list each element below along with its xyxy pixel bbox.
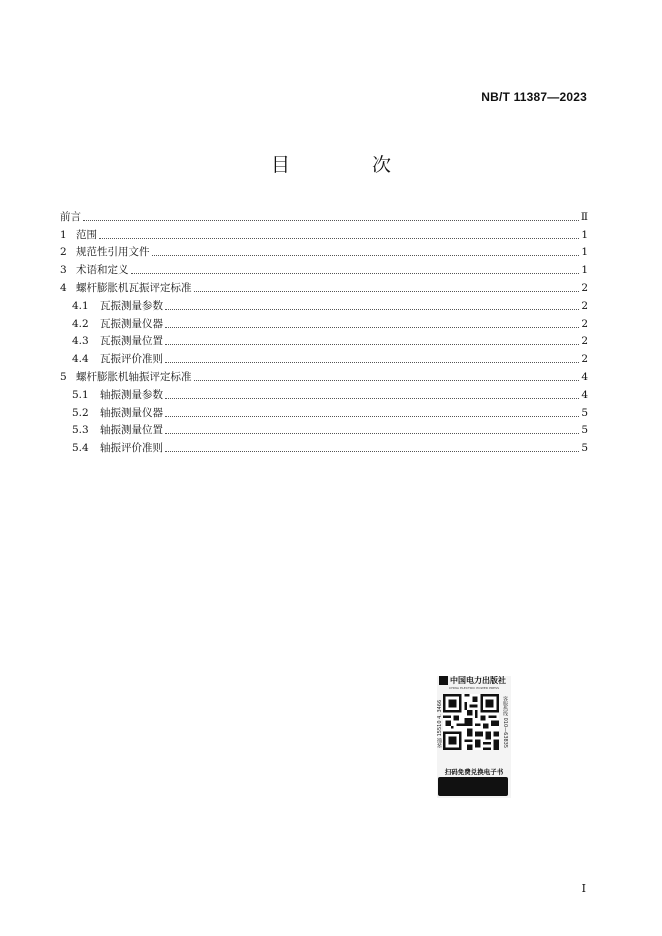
toc-leader-dots	[165, 397, 579, 399]
toc-entry-page: 4	[581, 370, 588, 383]
toc-entry-page: 5	[581, 442, 588, 455]
toc-entry-page: 2	[581, 335, 588, 348]
toc-entry[interactable]	[60, 402, 588, 420]
toc-entry-page: 2	[581, 353, 588, 366]
toc-entry-number: 3	[60, 264, 67, 277]
toc-entry-number: 2	[60, 246, 67, 259]
page-title: 目 次	[270, 154, 430, 176]
toc-entry-title: 规范性引用文件	[76, 246, 150, 259]
publisher-name: 中国电力出版社	[450, 676, 506, 685]
toc-entry-page: 1	[581, 264, 588, 277]
page-number: I	[581, 882, 586, 895]
toc-entry-title: 轴振测量位置	[100, 424, 163, 437]
toc-leader-dots	[194, 290, 580, 292]
qr-side-text-right: 客服热线 010—63835	[502, 696, 508, 749]
toc-entry-number: 4.1	[72, 299, 89, 312]
toc-entry[interactable]	[60, 224, 588, 242]
toc-entry-number: 5.2	[72, 406, 89, 419]
toc-entry-page: 2	[581, 317, 588, 330]
qr-side-text-left: 客服 15510 4. 3466	[437, 699, 443, 748]
toc-entry-title: 瓦振测量参数	[100, 299, 163, 312]
toc-entry[interactable]	[60, 313, 588, 331]
toc-entry[interactable]	[60, 384, 588, 402]
toc-entry-number: 5	[60, 370, 67, 383]
toc-leader-dots	[131, 272, 580, 274]
toc-entry-number: 5.1	[72, 388, 89, 401]
toc-entry-title: 轴振测量参数	[100, 388, 163, 401]
toc-entry-title: 瓦振测量仪器	[100, 317, 163, 330]
publisher-name-en: CHINA ELECTRIC POWER PRESS	[449, 686, 500, 690]
toc-entry-title: 轴振评价准则	[100, 442, 163, 455]
toc-entry-title: 瓦振测量位置	[100, 335, 163, 348]
toc-entry[interactable]	[60, 206, 588, 224]
toc-leader-dots	[165, 343, 579, 345]
toc-entry-title: 螺杆膨胀机瓦振评定标准	[76, 281, 192, 294]
toc-entry-page: 1	[581, 228, 588, 241]
toc-entry-number: 4	[60, 281, 67, 294]
toc-entry-page: 5	[581, 406, 588, 419]
toc-entry[interactable]	[60, 348, 588, 366]
redacted-code-bar	[438, 777, 508, 796]
toc-entry-number: 5.4	[72, 442, 89, 455]
toc-leader-dots	[165, 450, 579, 452]
toc-entry-number: 5.3	[72, 424, 89, 437]
toc-entry-title: 螺杆膨胀机轴振评定标准	[76, 370, 192, 383]
toc-leader-dots	[194, 379, 580, 381]
toc-entry-title: 术语和定义	[76, 264, 129, 277]
toc-leader-dots	[99, 237, 579, 239]
toc-leader-dots	[165, 432, 579, 434]
toc-entry[interactable]	[60, 295, 588, 313]
toc-entry-page: Ⅱ	[580, 210, 588, 223]
toc-entry-page: 2	[581, 299, 588, 312]
toc-entry-number: 4.2	[72, 317, 89, 330]
toc-entry[interactable]	[60, 331, 588, 349]
toc-leader-dots	[165, 361, 579, 363]
toc-entry-title: 范围	[76, 228, 97, 241]
toc-leader-dots	[165, 308, 579, 310]
toc-entry-page: 1	[581, 246, 588, 259]
toc-entry-page: 2	[581, 281, 588, 294]
publisher-mark-icon	[439, 676, 448, 685]
toc-leader-dots	[165, 326, 579, 328]
toc-entry-page: 5	[581, 424, 588, 437]
toc-entry[interactable]	[60, 420, 588, 438]
toc-entry[interactable]	[60, 437, 588, 455]
toc-entry-number: 4.4	[72, 353, 89, 366]
toc-entry[interactable]	[60, 242, 588, 260]
toc-entry-title: 瓦振评价准则	[100, 353, 163, 366]
toc-entry[interactable]	[60, 277, 588, 295]
toc-leader-dots	[83, 219, 579, 221]
table-of-contents	[60, 206, 588, 455]
toc-leader-dots	[152, 254, 580, 256]
standard-number: NB/T 11387—2023	[481, 90, 587, 104]
toc-entry[interactable]	[60, 366, 588, 384]
toc-leader-dots	[165, 415, 579, 417]
toc-entry-page: 4	[581, 388, 588, 401]
toc-entry-number: 4.3	[72, 335, 89, 348]
scan-instruction: 扫码免费兑换电子书	[444, 768, 504, 776]
qr-card	[437, 676, 511, 798]
toc-entry[interactable]	[60, 259, 588, 277]
toc-entry-number: 1	[60, 228, 67, 241]
toc-entry-title: 前言	[60, 210, 81, 223]
qr-code-icon[interactable]	[443, 694, 499, 750]
toc-entry-title: 轴振测量仪器	[100, 406, 163, 419]
